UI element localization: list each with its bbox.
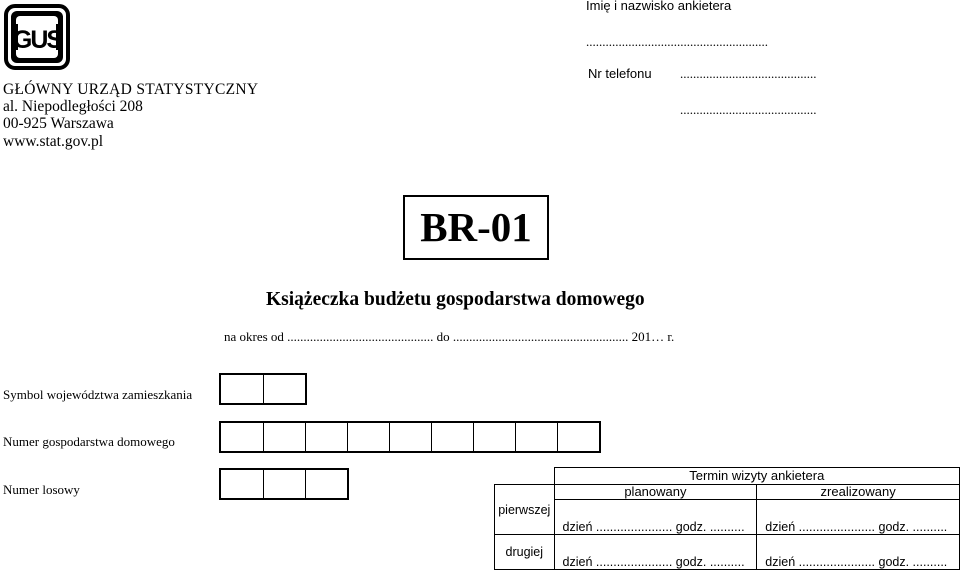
- form-code: BR-01: [420, 204, 532, 250]
- code-cell[interactable]: [263, 423, 305, 451]
- phone-field-extra[interactable]: ..........................................: [680, 102, 817, 117]
- visit-table-title: Termin wizyty ankietera: [554, 468, 959, 485]
- first-visit-planned[interactable]: dzień ...................... godz. ..........: [554, 500, 757, 535]
- col-completed-header: zrealizowany: [757, 485, 960, 500]
- phone-field[interactable]: ..........................................: [680, 66, 817, 81]
- code-cell[interactable]: [557, 423, 599, 451]
- institution-address-street: al. Niepodległości 208: [3, 98, 143, 115]
- code-cell[interactable]: [515, 423, 557, 451]
- random-number-label: Numer losowy: [3, 482, 80, 497]
- code-cell[interactable]: [389, 423, 431, 451]
- form-title: Książeczka budżetu gospodarstwa domowego: [266, 289, 645, 310]
- institution-name: GŁÓWNY URZĄD STATYSTYCZNY: [3, 81, 259, 98]
- code-cell[interactable]: [431, 423, 473, 451]
- visit-row-first-label: pierwszej: [495, 485, 555, 535]
- gus-logo-icon: [4, 4, 70, 70]
- first-visit-completed[interactable]: dzień ...................... godz. ..........: [757, 500, 960, 535]
- code-cell[interactable]: [263, 470, 305, 498]
- interviewer-name-field[interactable]: ........................................................: [586, 34, 768, 49]
- visit-row-second-label: drugiej: [495, 535, 555, 570]
- code-cell[interactable]: [305, 423, 347, 451]
- visit-schedule-table: [494, 467, 960, 570]
- voivodeship-code-boxes[interactable]: [219, 373, 307, 405]
- code-cell[interactable]: [347, 423, 389, 451]
- second-visit-completed[interactable]: dzień ...................... godz. ..........: [757, 535, 960, 570]
- code-cell[interactable]: [263, 375, 305, 403]
- form-code-box: [403, 195, 549, 260]
- col-planned-header: planowany: [554, 485, 757, 500]
- table-corner: [495, 468, 555, 485]
- institution-website[interactable]: www.stat.gov.pl: [3, 133, 104, 150]
- gus-logo: [4, 4, 70, 70]
- household-number-boxes[interactable]: [219, 421, 601, 453]
- period-field[interactable]: na okres od ............................................. do ...................................................... 201… r.: [224, 329, 675, 344]
- code-cell[interactable]: [221, 470, 263, 498]
- random-number-boxes[interactable]: [219, 468, 349, 500]
- institution-address-city: 00-925 Warszawa: [3, 115, 114, 132]
- code-cell[interactable]: [473, 423, 515, 451]
- code-cell[interactable]: [221, 375, 263, 403]
- svg-text:GUS: GUS: [12, 26, 62, 54]
- voivodeship-label: Symbol województwa zamieszkania: [3, 387, 193, 402]
- interviewer-name-label: Imię i nazwisko ankietera: [586, 0, 732, 13]
- second-visit-planned[interactable]: dzień ...................... godz. ..........: [554, 535, 757, 570]
- code-cell[interactable]: [305, 470, 347, 498]
- phone-label: Nr telefonu: [588, 66, 652, 81]
- code-cell[interactable]: [221, 423, 263, 451]
- household-number-label: Numer gospodarstwa domowego: [3, 434, 175, 449]
